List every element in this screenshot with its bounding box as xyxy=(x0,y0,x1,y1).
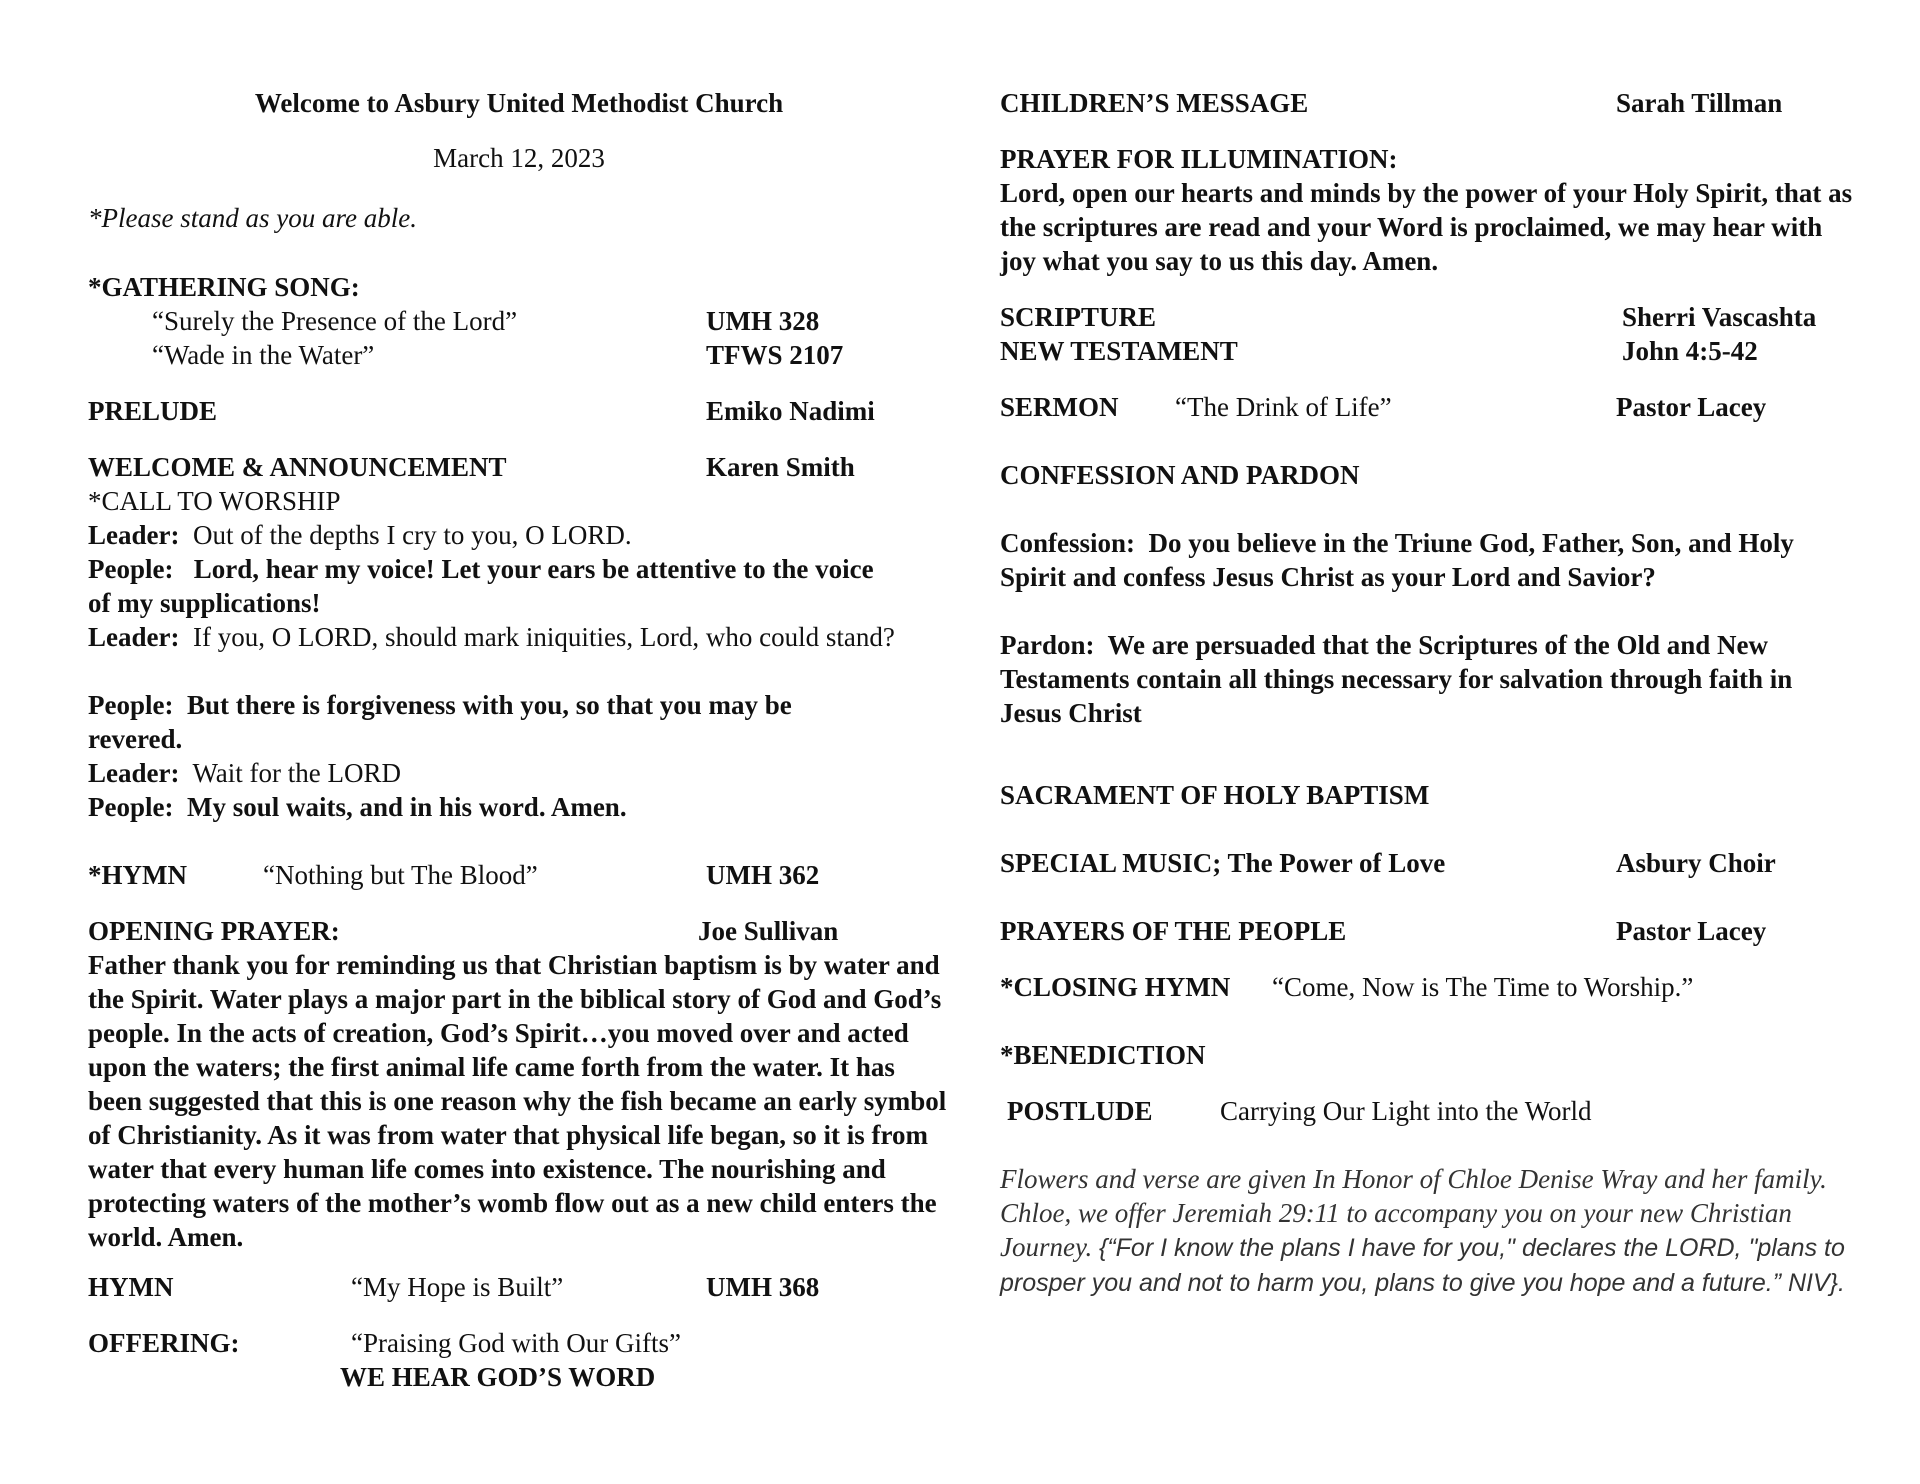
litany-role: Leader: xyxy=(88,758,180,788)
offering-title: “Praising God with Our Gifts” xyxy=(351,1328,681,1358)
new-testament-label: NEW TESTAMENT xyxy=(1000,336,1238,366)
hymn1-ref: UMH 362 xyxy=(706,860,820,890)
gathering-song-2-ref: TFWS 2107 xyxy=(706,340,844,370)
offering-label: OFFERING: xyxy=(88,1328,240,1358)
confession-paragraph xyxy=(1000,526,1820,594)
litany-role: People: xyxy=(88,792,174,822)
hymn1-label: *HYMN xyxy=(88,860,187,890)
sermon-title: “The Drink of Life” xyxy=(1175,392,1392,422)
opening-prayer-person: Joe Sullivan xyxy=(698,916,839,946)
childrens-message-person: Sarah Tillman xyxy=(1616,88,1783,118)
pardon-text: We are persuaded that the Scriptures of the Old and New Testaments contain all things necessary for salvation through faith in Jesus Christ xyxy=(1000,630,1793,728)
gathering-song-2-title: “Wade in the Water” xyxy=(152,340,375,370)
benediction-heading: *BENEDICTION xyxy=(1000,1040,1206,1070)
litany-text: Lord, hear my voice! Let your ears be attentive to the voice of my supplications! xyxy=(88,554,874,618)
prelude-person: Emiko Nadimi xyxy=(706,396,875,426)
scripture-person: Sherri Vascashta xyxy=(1622,302,1817,332)
flowers-note xyxy=(1000,1162,1860,1300)
opening-prayer-text: Father thank you for reminding us that Christian baptism is by water and the Spirit. Water plays a major part in the biblical story of God and God’s people. In the acts of creation, God’s Spirit…you moved over and acted upon the waters; the first animal life came forth from the water. It has been suggested that this is one reason why the fish became an early symbol of Christianity. As it was from water that physical life began, so it is from water that every human life comes into existence. The nourishing and protecting waters of the mother’s womb flow out as a new child enters the world. Amen. xyxy=(88,950,947,1252)
litany-role: People: xyxy=(88,554,174,584)
prayers-label: PRAYERS OF THE PEOPLE xyxy=(1000,916,1347,946)
litany-line-2 xyxy=(88,552,888,620)
welcome-label: WELCOME & ANNOUNCEMENT xyxy=(88,452,507,482)
litany-text: But there is forgiveness with you, so that you may be revered. xyxy=(88,690,792,754)
illumination-label: PRAYER FOR ILLUMINATION: xyxy=(1000,144,1398,174)
closing-hymn-title: “Come, Now is The Time to Worship.” xyxy=(1272,972,1694,1002)
litany-line-5 xyxy=(88,756,950,790)
hymn2-title: “My Hope is Built” xyxy=(351,1272,564,1302)
hymn2-label: HYMN xyxy=(88,1272,174,1302)
hymn2-ref: UMH 368 xyxy=(706,1272,820,1302)
confession-label: Confession: xyxy=(1000,528,1136,558)
confession-heading: CONFESSION AND PARDON xyxy=(1000,460,1360,490)
scripture-label: SCRIPTURE xyxy=(1000,302,1157,332)
bulletin-title: Welcome to Asbury United Methodist Church xyxy=(254,88,784,118)
pardon-paragraph xyxy=(1000,628,1860,730)
litany-role: People: xyxy=(88,690,174,720)
litany-line-1 xyxy=(88,518,950,552)
litany-role: Leader: xyxy=(88,520,180,550)
confession-text: Do you believe in the Triune God, Father, Son, and Holy Spirit and confess Jesus Christ as your Lord and Savior? xyxy=(1000,528,1794,592)
litany-line-6 xyxy=(88,790,950,824)
stand-note: *Please stand as you are able. xyxy=(88,203,417,233)
gathering-song-1-ref: UMH 328 xyxy=(706,306,820,336)
litany-text: Out of the depths I cry to you, O LORD. xyxy=(192,520,632,550)
litany-line-4 xyxy=(88,688,888,756)
childrens-message-label: CHILDREN’S MESSAGE xyxy=(1000,88,1309,118)
flowers-dedication: Flowers and verse are given In Honor of Chloe Denise Wray and her family. Chloe, we offer Jeremiah 29:11 to accompany you on your new Christian Journey. xyxy=(1000,1164,1827,1262)
prayers-person: Pastor Lacey xyxy=(1616,916,1767,946)
illumination-text: Lord, open our hearts and minds by the power of your Holy Spirit, that as the scriptures are read and your Word is proclaimed, we may hear with joy what you say to us this day. Amen. xyxy=(1000,178,1853,276)
sacrament-heading: SACRAMENT OF HOLY BAPTISM xyxy=(1000,780,1430,810)
sermon-label: SERMON xyxy=(1000,392,1119,422)
litany-text: If you, O LORD, should mark iniquities, Lord, who could stand? xyxy=(192,622,895,652)
flowers-verse: {“For I know the plans I have for you," declares the LORD, "plans to prosper you and not to harm you, plans to give you hope and a future.” NIV}. xyxy=(1000,1234,1845,1297)
prelude-label: PRELUDE xyxy=(88,396,218,426)
special-music-person: Asbury Choir xyxy=(1616,848,1776,878)
gathering-song-1-title: “Surely the Presence of the Lord” xyxy=(152,306,518,336)
scripture-ref: John 4:5-42 xyxy=(1622,336,1758,366)
litany-text: Wait for the LORD xyxy=(192,758,402,788)
litany-line-3 xyxy=(88,620,918,654)
section-heading: WE HEAR GOD’S WORD xyxy=(340,1362,656,1392)
hymn1-title: “Nothing but The Blood” xyxy=(263,860,538,890)
special-music-label: SPECIAL MUSIC; The Power of Love xyxy=(1000,848,1446,878)
closing-hymn-label: *CLOSING HYMN xyxy=(1000,972,1231,1002)
sermon-person: Pastor Lacey xyxy=(1616,392,1767,422)
postlude-title: Carrying Our Light into the World xyxy=(1220,1096,1592,1126)
welcome-person: Karen Smith xyxy=(706,452,855,482)
litany-text: My soul waits, and in his word. Amen. xyxy=(186,792,627,822)
postlude-label: POSTLUDE xyxy=(1007,1096,1153,1126)
pardon-label: Pardon: xyxy=(1000,630,1095,660)
opening-prayer-label: OPENING PRAYER: xyxy=(88,916,340,946)
call-to-worship-heading: *CALL TO WORSHIP xyxy=(88,486,341,516)
litany-role: Leader: xyxy=(88,622,180,652)
gathering-song-heading: *GATHERING SONG: xyxy=(88,272,360,302)
service-date: March 12, 2023 xyxy=(433,143,605,173)
